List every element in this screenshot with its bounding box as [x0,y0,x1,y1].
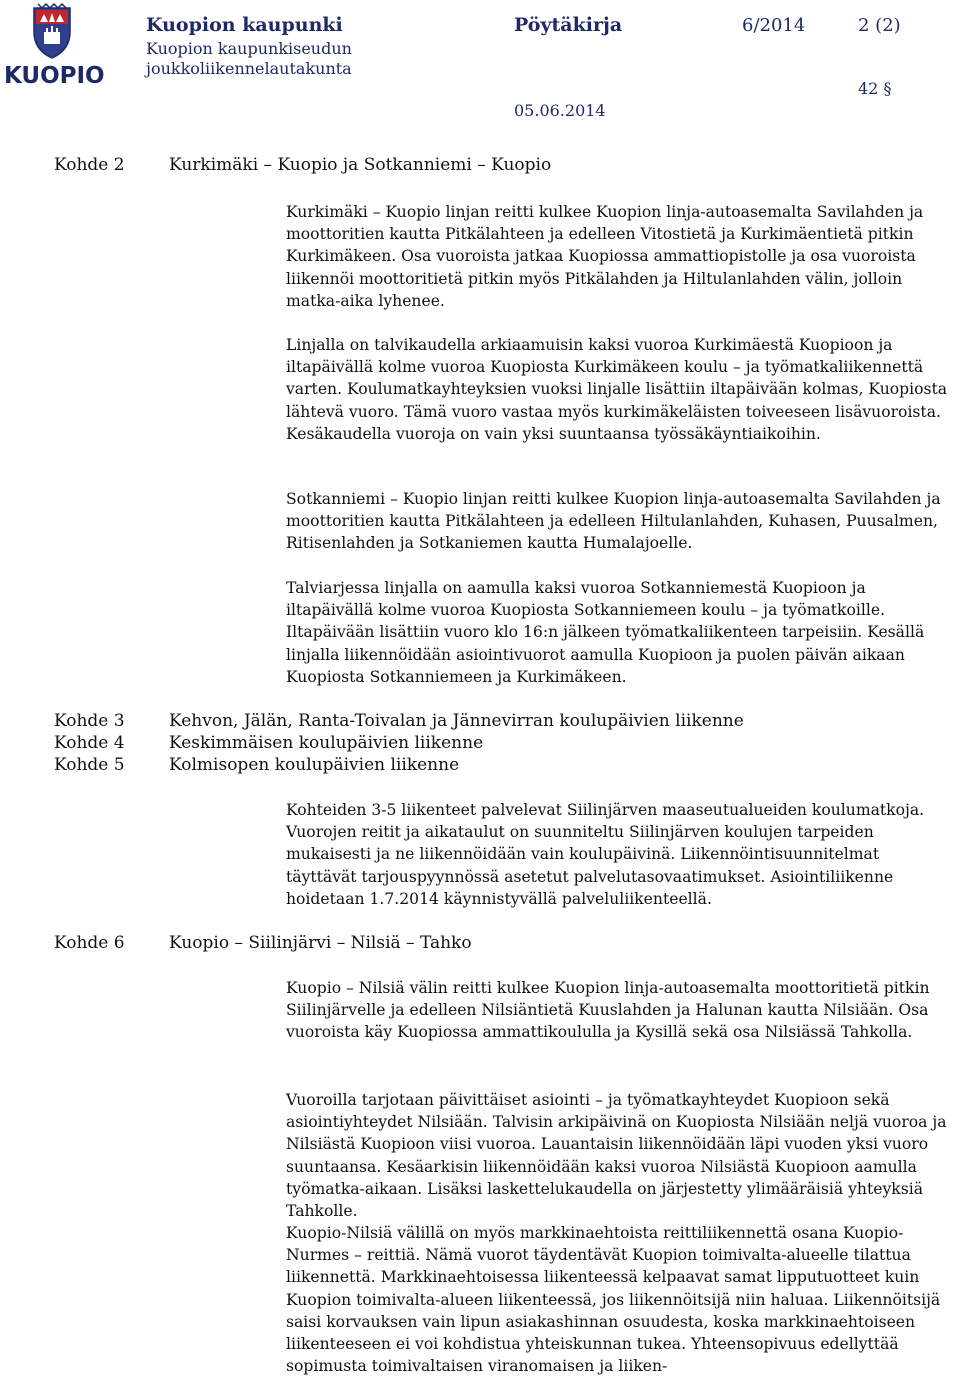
document-type: Pöytäkirja [514,14,623,36]
body-paragraph: Linjalla on talvikaudella arkiaamuisin kaksi vuoroa Kurkimäestä Kuopioon ja iltapäivällä kolme vuoroa Kuopiosta Kurkimäkeen koulu – ja työmatkaliikennettä varten. Koulumatkayhteyksien vuoksi linjalle lisättiin iltapäivään kolmas, Kuopiosta lähtevä vuoro. Tämä vuoro vastaa myös kurkimäkeläisten toiveeseen lisävuoroista. Kesäkaudella vuoroja on vain yksi suuntaansa työssäkäyntiaikoihin. [286,336,948,443]
section-title: Kehvon, Jälän, Ranta-Toivalan ja Jännevirran koulupäivien liikenne [169,711,744,731]
section-label: Kohde 6 [54,933,125,953]
logo-wordmark: KUOPIO [4,63,105,89]
body-paragraph: Sotkanniemi – Kuopio linjan reitti kulkee Kuopion linja-autoasemalta Savilahden ja moottoritien kautta Pitkälahteen ja edelleen Hiltulanlahden, Kuhasen, Puusalmen, Ritisenlahden ja Sotkaniemen kautta Humalajoelle. [286,490,941,553]
body-paragraph: Kuopio – Nilsiä välin reitti kulkee Kuopion linja-autoasemalta moottoritietä pitkin Siilinjärvelle ja edelleen Nilsiäntietä Kuuslahden ja Halunan kautta Nilsiään. Osa vuoroista käy Kuopiossa ammattikoululla ja Kysillä sekä osa Nilsiässä Tahkolla. [286,979,930,1042]
page-number: 2 (2) [858,15,901,36]
body-paragraph: Kohteiden 3-5 liikenteet palvelevat Siilinjärven maaseutualueiden koulumatkoja. Vuorojen reitit ja aikataulut on suunniteltu Siilinjärven koulujen tarpeiden mukaisesti ja ne liikennöidään vain koulupäivinä. Liikennöintisuunnitelmat täyttävät tarjouspyynnössä asetetut palvelutasovaatimukset. Asiointiliikenne hoidetaan 1.7.2014 käynnistyvällä palveluliikenteellä. [286,801,925,908]
section-label: Kohde 4 [54,733,125,753]
meeting-date: 05.06.2014 [514,101,606,120]
section-label: Kohde 3 [54,711,125,731]
section-label: Kohde 5 [54,755,125,775]
department-line-1: Kuopion kaupunkiseudun [146,39,352,58]
body-paragraph: Talviarjessa linjalla on aamulla kaksi vuoroa Sotkanniemestä Kuopioon ja iltapäivällä kolme vuoroa Kuopiosta Sotkanniemeen koulu – ja työmatkoille. Iltapäivään lisättiin vuoro klo 16:n jälkeen työmatkaliikenteen tarpeisiin. Kesällä linjalla liikennöidään asiointivuorot aamulla Kuopioon ja puolen päivän aikaan Kuopiosta Sotkanniemeen ja Kurkimäkeen. [286,579,925,686]
document-number: 6/2014 [742,15,806,36]
section-title: Kolmisopen koulupäivien liikenne [169,755,460,775]
body-paragraph: Kurkimäki – Kuopio linjan reitti kulkee Kuopion linja-autoasemalta Savilahden ja moottoritien kautta Pitkälahteen ja edelleen Vitostietä ja Kurkimäentietä pitkin Kurkimäkeen. Osa vuoroista jatkaa Kuopiossa ammattiopistolle ja osa vuoroista liikennöi moottoritietä pitkin myös Pitkälahden ja Hiltulanlahden välin, jolloin matka-aika lyhenee. [286,203,924,310]
body-paragraph: Vuoroilla tarjotaan päivittäiset asiointi – ja työmatkayhteydet Kuopioon sekä asiointiyhteydet Nilsiään. Talvisin arkipäivinä on Kuopiosta Nilsiään neljä vuoroa ja Nilsiästä Kuopioon viisi vuoroa. Lauantaisin liikennöidään läpi vuoden yksi vuoro suuntaansa. Kesäarkisin liikennöidään kaksi vuoroa Nilsiästä Kuopioon aamulla työmatka-aikaan. Lisäksi laskettelukaudella on järjestetty ylimääräisiä yhteyksiä Tahkolle. [286,1091,947,1221]
paragraph-number: 42 § [858,79,892,98]
kuopio-logo [4,2,105,98]
section-label: Kohde 2 [54,155,125,175]
body-paragraph: Kuopio-Nilsiä välillä on myös markkinaehtoista reittiliikennettä osana Kuopio-Nurmes – reittiä. Nämä vuorot täydentävät Kuopion toimivalta-alueelle tilattua liikennettä. Markkinaehtoisessa liikenteessä kelpaavat samat lipputuotteet kuin Kuopion toimivalta-alueen liikenteessä, jos liikennöitsijä niin haluaa. Liikennöitsijä saisi korvauksen vain lipun asiakashinnan osuudesta, koska markkinaehtoiseen liikenteeseen ei voi kohdistua yhteiskunnan tukea. Yhteensopivuus edellyttää sopimusta toimivaltaisen viranomaisen ja liiken- [286,1224,941,1376]
coat-of-arms-icon [30,2,74,60]
section-title: Kuopio – Siilinjärvi – Nilsiä – Tahko [169,933,472,953]
department-line-2: joukkoliikennelautakunta [146,59,352,78]
section-title: Keskimmäisen koulupäivien liikenne [169,733,484,753]
section-title: Kurkimäki – Kuopio ja Sotkanniemi – Kuopio [169,155,552,175]
city-name: Kuopion kaupunki [146,14,343,36]
